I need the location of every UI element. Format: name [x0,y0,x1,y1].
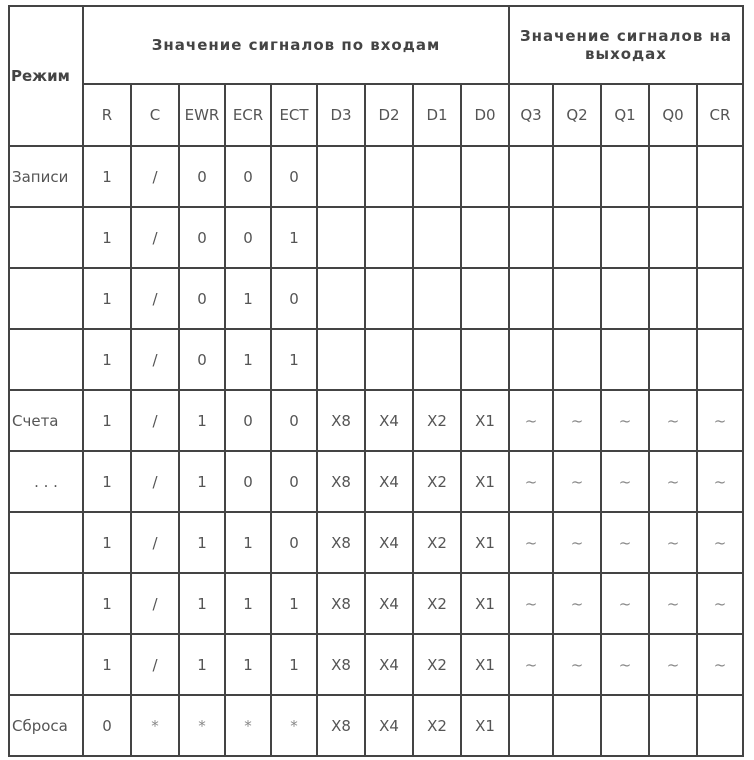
cell-q1 [601,695,649,756]
cell-ect: 0 [271,268,317,329]
column-header-d3: D3 [317,84,365,146]
cell-q0: ~ [649,390,697,451]
cell-q2: ~ [553,634,601,695]
cell-c: / [131,573,179,634]
cell-d0 [461,329,509,390]
cell-q3 [509,146,553,207]
cell-ecr: 0 [225,207,271,268]
cell-c: / [131,268,179,329]
mode-cell [9,268,83,329]
cell-d3: X8 [317,695,365,756]
cell-q1: ~ [601,573,649,634]
mode-cell: Счета [9,390,83,451]
cell-ecr: 1 [225,268,271,329]
cell-ewr: * [179,695,225,756]
cell-d2: X4 [365,512,413,573]
cell-cr [697,268,743,329]
cell-ecr: 0 [225,451,271,512]
cell-d0: X1 [461,390,509,451]
mode-cell: Записи [9,146,83,207]
cell-d3 [317,329,365,390]
cell-cr [697,695,743,756]
cell-d2: X4 [365,695,413,756]
cell-d3 [317,268,365,329]
cell-d3: X8 [317,451,365,512]
cell-d0: X1 [461,573,509,634]
cell-q2: ~ [553,573,601,634]
cell-q2: ~ [553,512,601,573]
cell-d1: X2 [413,512,461,573]
table-row [9,268,743,329]
cell-ect: 1 [271,207,317,268]
cell-q1: ~ [601,451,649,512]
cell-d3: X8 [317,634,365,695]
cell-cr [697,146,743,207]
cell-ect: 0 [271,390,317,451]
cell-q2: ~ [553,451,601,512]
cell-q3: ~ [509,512,553,573]
cell-ect: 1 [271,634,317,695]
header-row-columns [9,84,743,146]
cell-r: 1 [83,634,131,695]
cell-q3 [509,329,553,390]
column-header-ect: ECT [271,84,317,146]
cell-d2: X4 [365,634,413,695]
cell-q1 [601,268,649,329]
cell-d2 [365,268,413,329]
cell-q1 [601,207,649,268]
cell-r: 1 [83,207,131,268]
cell-ewr: 0 [179,207,225,268]
column-header-q3: Q3 [509,84,553,146]
cell-ect: 1 [271,573,317,634]
cell-d1: X2 [413,390,461,451]
cell-q3: ~ [509,390,553,451]
cell-cr: ~ [697,390,743,451]
cell-r: 0 [83,695,131,756]
cell-d1 [413,329,461,390]
mode-cell [9,512,83,573]
cell-cr: ~ [697,573,743,634]
cell-q3: ~ [509,451,553,512]
cell-ect: 0 [271,451,317,512]
cell-ewr: 1 [179,634,225,695]
cell-ewr: 1 [179,573,225,634]
mode-cell [9,573,83,634]
column-header-cr: CR [697,84,743,146]
cell-cr [697,207,743,268]
cell-ewr: 1 [179,512,225,573]
cell-c: / [131,512,179,573]
table-row [9,207,743,268]
cell-ecr: 1 [225,512,271,573]
column-header-q1: Q1 [601,84,649,146]
cell-r: 1 [83,512,131,573]
cell-q2: ~ [553,390,601,451]
cell-d1 [413,268,461,329]
cell-r: 1 [83,146,131,207]
cell-d1: X2 [413,573,461,634]
cell-ewr: 1 [179,451,225,512]
table-row [9,695,743,756]
cell-cr: ~ [697,451,743,512]
cell-q0 [649,268,697,329]
mode-cell: Сброса [9,695,83,756]
cell-d0: X1 [461,634,509,695]
cell-ewr: 0 [179,146,225,207]
header-row-groups [9,6,743,84]
cell-ect: 0 [271,512,317,573]
cell-ecr: 0 [225,146,271,207]
mode-cell [9,634,83,695]
cell-d2: X4 [365,451,413,512]
cell-d2 [365,329,413,390]
cell-d0: X1 [461,695,509,756]
cell-ecr: * [225,695,271,756]
cell-d3 [317,207,365,268]
column-header-d2: D2 [365,84,413,146]
cell-r: 1 [83,268,131,329]
cell-d1 [413,207,461,268]
cell-d1: X2 [413,695,461,756]
cell-d0: X1 [461,512,509,573]
column-header-ewr: EWR [179,84,225,146]
cell-d3: X8 [317,573,365,634]
cell-d1 [413,146,461,207]
cell-d0: X1 [461,451,509,512]
cell-r: 1 [83,390,131,451]
cell-q0 [649,146,697,207]
table-row [9,146,743,207]
cell-cr [697,329,743,390]
table-row [9,329,743,390]
mode-cell: . . . [9,451,83,512]
cell-d0 [461,268,509,329]
cell-cr: ~ [697,512,743,573]
cell-q2 [553,207,601,268]
cell-q2 [553,695,601,756]
cell-d1: X2 [413,634,461,695]
cell-d2: X4 [365,573,413,634]
cell-c: / [131,390,179,451]
mode-cell [9,329,83,390]
cell-c: / [131,146,179,207]
cell-ecr: 1 [225,573,271,634]
cell-c: / [131,451,179,512]
table-row [9,634,743,695]
cell-ewr: 0 [179,268,225,329]
cell-c: / [131,207,179,268]
cell-d3: X8 [317,390,365,451]
column-header-q2: Q2 [553,84,601,146]
truth-table [8,5,744,757]
cell-d1: X2 [413,451,461,512]
column-header-q0: Q0 [649,84,697,146]
table-row [9,573,743,634]
cell-d0 [461,146,509,207]
cell-q2 [553,268,601,329]
mode-header: Режим [9,6,83,146]
cell-cr: ~ [697,634,743,695]
cell-ect: 0 [271,146,317,207]
table-body [9,146,743,756]
table-row [9,390,743,451]
cell-r: 1 [83,451,131,512]
table-row [9,512,743,573]
cell-ecr: 1 [225,329,271,390]
cell-d2: X4 [365,390,413,451]
cell-q0 [649,695,697,756]
cell-q1 [601,146,649,207]
cell-q1: ~ [601,390,649,451]
cell-q2 [553,146,601,207]
cell-q2 [553,329,601,390]
cell-c: * [131,695,179,756]
cell-c: / [131,329,179,390]
cell-q1 [601,329,649,390]
cell-d3: X8 [317,512,365,573]
cell-ecr: 0 [225,390,271,451]
cell-q3: ~ [509,573,553,634]
cell-q0: ~ [649,573,697,634]
column-header-d0: D0 [461,84,509,146]
cell-ecr: 1 [225,634,271,695]
cell-q1: ~ [601,634,649,695]
cell-d2 [365,146,413,207]
cell-ect: 1 [271,329,317,390]
cell-q3 [509,695,553,756]
cell-q1: ~ [601,512,649,573]
cell-q3 [509,207,553,268]
cell-r: 1 [83,573,131,634]
cell-ect: * [271,695,317,756]
cell-q0: ~ [649,634,697,695]
cell-c: / [131,634,179,695]
column-header-ecr: ECR [225,84,271,146]
cell-d3 [317,146,365,207]
table-row [9,451,743,512]
cell-d0 [461,207,509,268]
column-header-d1: D1 [413,84,461,146]
cell-q0: ~ [649,512,697,573]
cell-q0 [649,329,697,390]
cell-q3: ~ [509,634,553,695]
cell-q3 [509,268,553,329]
column-header-c: C [131,84,179,146]
cell-r: 1 [83,329,131,390]
inputs-header: Значение сигналов по входам [83,6,509,84]
cell-ewr: 0 [179,329,225,390]
outputs-header: Значение сигналов на выходах [509,6,743,84]
cell-q0: ~ [649,451,697,512]
cell-ewr: 1 [179,390,225,451]
cell-q0 [649,207,697,268]
cell-d2 [365,207,413,268]
mode-cell [9,207,83,268]
column-header-r: R [83,84,131,146]
